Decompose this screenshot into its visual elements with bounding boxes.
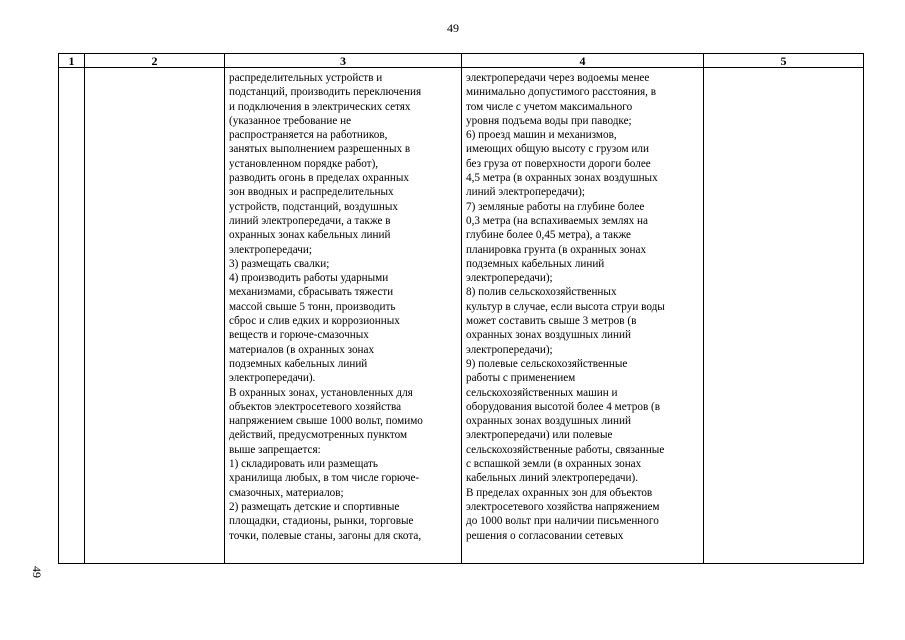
text-line: 6) проезд машин и механизмов, xyxy=(466,129,617,142)
text-line: уровня подъема воды при паводке; xyxy=(466,114,632,127)
text-line: выше запрещается: xyxy=(229,443,321,456)
text-line: занятых выполнением разрешенных в xyxy=(229,143,411,156)
text-line: действий, предусмотренных пунктом xyxy=(229,429,408,442)
text-line: 0,3 метра (на вспахиваемых землях на xyxy=(466,214,648,227)
page-number: 49 xyxy=(447,21,459,35)
side-page-number: 49 xyxy=(30,566,44,578)
text-line: 8) полив сельскохозяйственных xyxy=(466,286,617,299)
text-line: электропередачи) или полевые xyxy=(466,429,613,442)
text-line: имеющих общую высоту с грузом или xyxy=(466,143,649,156)
text-line: объектов электросетевого хозяйства xyxy=(229,400,402,413)
text-line: 4) производить работы ударными xyxy=(229,272,389,285)
text-line: установленном порядке работ), xyxy=(229,157,379,170)
restricted-works-text xyxy=(462,68,703,543)
text-line: материалов (в охранных зонах xyxy=(229,343,375,356)
text-line: веществ и горюче-смазочных xyxy=(229,329,369,342)
text-line: охранных зонах кабельных линий xyxy=(229,229,391,242)
text-line: линий электропередачи, а также в xyxy=(229,214,391,227)
text-line: 3) размещать свалки; xyxy=(229,257,330,270)
text-line: подстанций, производить переключения xyxy=(229,86,422,99)
table-row xyxy=(59,68,864,564)
table-header-row xyxy=(59,54,864,68)
text-line: распространяется на работников, xyxy=(229,129,388,142)
text-line: с вспашкой земли (в охранных зонах xyxy=(466,458,642,471)
text-line: В охранных зонах, установленных для xyxy=(229,386,413,399)
text-line: точки, полевые станы, загоны для скота, xyxy=(229,529,422,542)
cell-col4 xyxy=(462,68,704,564)
text-line: до 1000 вольт при наличии письменного xyxy=(466,515,659,528)
text-line: устройств, подстанций, воздушных xyxy=(229,200,398,213)
text-line: решения о согласовании сетевых xyxy=(466,529,624,542)
text-line: электропередачи). xyxy=(229,372,316,385)
text-line: сельскохозяйственных машин и xyxy=(466,386,618,399)
column-header-5: 5 xyxy=(704,54,864,68)
text-line: культур в случае, если высота струи воды xyxy=(466,300,665,313)
text-line: оборудования высотой более 4 метров (в xyxy=(466,400,661,413)
cell-col3 xyxy=(225,68,462,564)
cell-col2 xyxy=(85,68,225,564)
text-line: электропередачи); xyxy=(466,272,553,285)
column-header-1: 1 xyxy=(59,54,85,68)
text-line: том числе с учетом максимального xyxy=(466,100,633,113)
text-line: и подключения в электрических сетях xyxy=(229,100,411,113)
text-line: зон вводных и распределительных xyxy=(229,186,394,199)
text-line: 4,5 метра (в охранных зонах воздушных xyxy=(466,172,658,185)
regulation-table xyxy=(58,53,864,564)
text-line: смазочных, материалов; xyxy=(229,486,344,499)
text-line: разводить огонь в пределах охранных xyxy=(229,172,409,185)
text-line: подземных кабельных линий xyxy=(466,257,605,270)
column-header-4: 4 xyxy=(462,54,704,68)
text-line: площадки, стадионы, рынки, торговые xyxy=(229,515,414,528)
text-line: массой свыше 5 тонн, производить xyxy=(229,300,396,313)
text-line: работы с применением xyxy=(466,372,576,385)
text-line: 9) полевые сельскохозяйственные xyxy=(466,357,628,370)
text-line: кабельных линий электропередачи). xyxy=(466,472,639,485)
column-header-3: 3 xyxy=(225,54,462,68)
text-line: механизмами, сбрасывать тяжести xyxy=(229,286,394,299)
text-line: хранилища любых, в том числе горюче- xyxy=(229,472,420,485)
text-line: 1) складировать или размещать xyxy=(229,458,379,471)
text-line: минимально допустимого расстояния, в xyxy=(466,86,657,99)
text-line: В пределах охранных зон для объектов xyxy=(466,486,653,499)
text-line: распределительных устройств и xyxy=(229,72,383,84)
text-line: без груза от поверхности дороги более xyxy=(466,157,651,170)
cell-col1 xyxy=(59,68,85,564)
text-line: линий электропередачи); xyxy=(466,186,585,199)
text-line: (указанное требование не xyxy=(229,114,352,127)
column-header-2: 2 xyxy=(85,54,225,68)
text-line: электросетевого хозяйства напряжением xyxy=(466,500,660,513)
text-line: электропередачи через водоемы менее xyxy=(466,72,650,84)
text-line: подземных кабельных линий xyxy=(229,357,368,370)
text-line: сельскохозяйственные работы, связанные xyxy=(466,443,665,456)
text-line: может составить свыше 3 метров (в xyxy=(466,315,637,328)
text-line: 2) размещать детские и спортивные xyxy=(229,500,400,513)
text-line: сброс и слив едких и коррозионных xyxy=(229,315,400,328)
text-line: охранных зонах воздушных линий xyxy=(466,415,631,428)
text-line: электропередачи; xyxy=(229,243,312,256)
text-line: напряжением свыше 1000 вольт, помимо xyxy=(229,415,423,428)
text-line: глубине более 0,45 метра), а также xyxy=(466,229,631,242)
prohibitions-text xyxy=(225,68,461,543)
text-line: 7) земляные работы на глубине более xyxy=(466,200,645,213)
cell-col5 xyxy=(704,68,864,564)
text-line: планировка грунта (в охранных зонах xyxy=(466,243,647,256)
text-line: охранных зонах воздушных линий xyxy=(466,329,631,342)
text-line: электропередачи); xyxy=(466,343,553,356)
